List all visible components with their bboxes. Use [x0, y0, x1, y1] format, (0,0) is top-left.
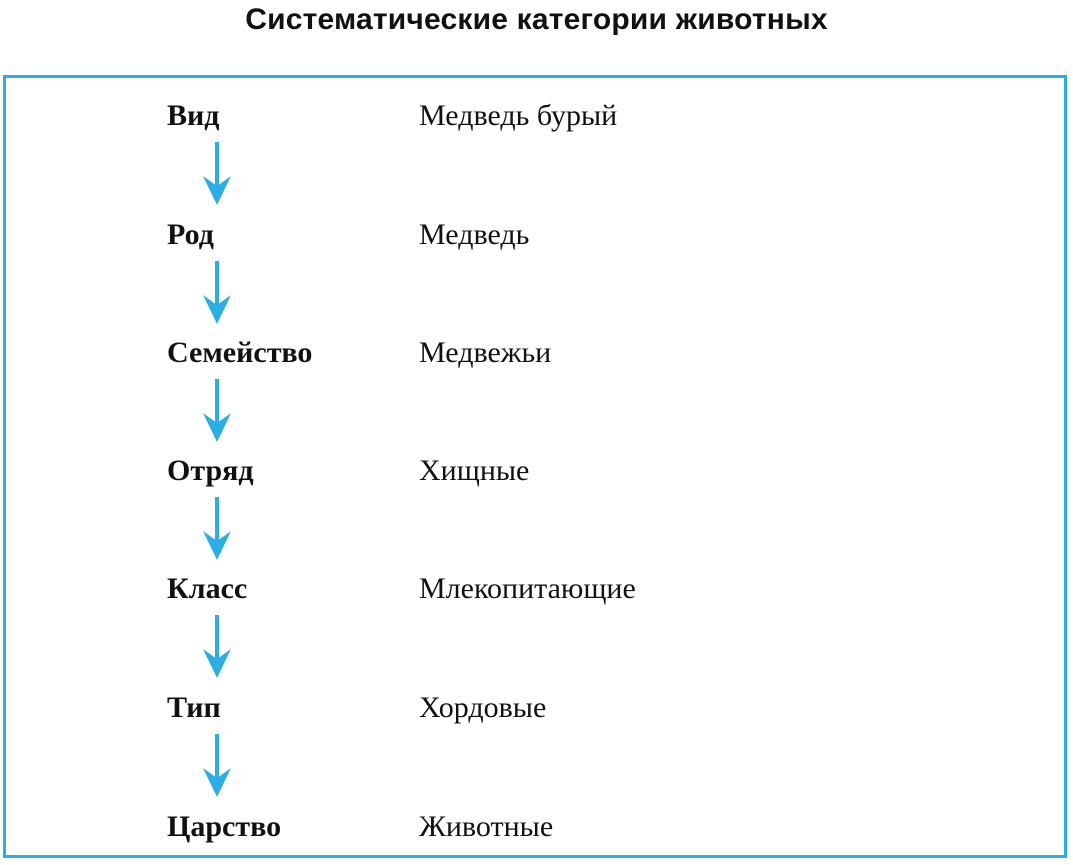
- rank-label: Класс: [167, 572, 248, 605]
- hierarchy-row: [0, 569, 1000, 609]
- down-arrow-icon: [200, 261, 234, 325]
- taxon-label: Животные: [419, 810, 554, 843]
- hierarchy-row: [0, 333, 1000, 373]
- taxon-label: Медвежьи: [419, 336, 552, 369]
- taxon-label: Медведь: [419, 218, 530, 251]
- rank-label: Отряд: [167, 454, 254, 487]
- taxon-label: Млекопитающие: [419, 572, 636, 605]
- rank-label: Вид: [167, 99, 220, 132]
- hierarchy-row: [0, 96, 1000, 136]
- down-arrow-icon: [200, 497, 234, 561]
- taxon-label: Хищные: [419, 454, 530, 487]
- rank-label: Царство: [167, 810, 282, 843]
- hierarchy-row: [0, 451, 1000, 491]
- rank-label: Тип: [167, 691, 221, 724]
- hierarchy-row: [0, 688, 1000, 728]
- down-arrow-icon: [200, 615, 234, 679]
- page-title: Систематические категории животных: [245, 3, 828, 36]
- down-arrow-icon: [200, 734, 234, 798]
- taxon-label: Хордовые: [419, 691, 547, 724]
- hierarchy-row: [0, 807, 1000, 847]
- taxon-label: Медведь бурый: [419, 99, 618, 132]
- rank-label: Семейство: [167, 336, 313, 369]
- down-arrow-icon: [200, 379, 234, 443]
- rank-label: Род: [167, 218, 214, 251]
- down-arrow-icon: [200, 142, 234, 206]
- hierarchy-row: [0, 215, 1000, 255]
